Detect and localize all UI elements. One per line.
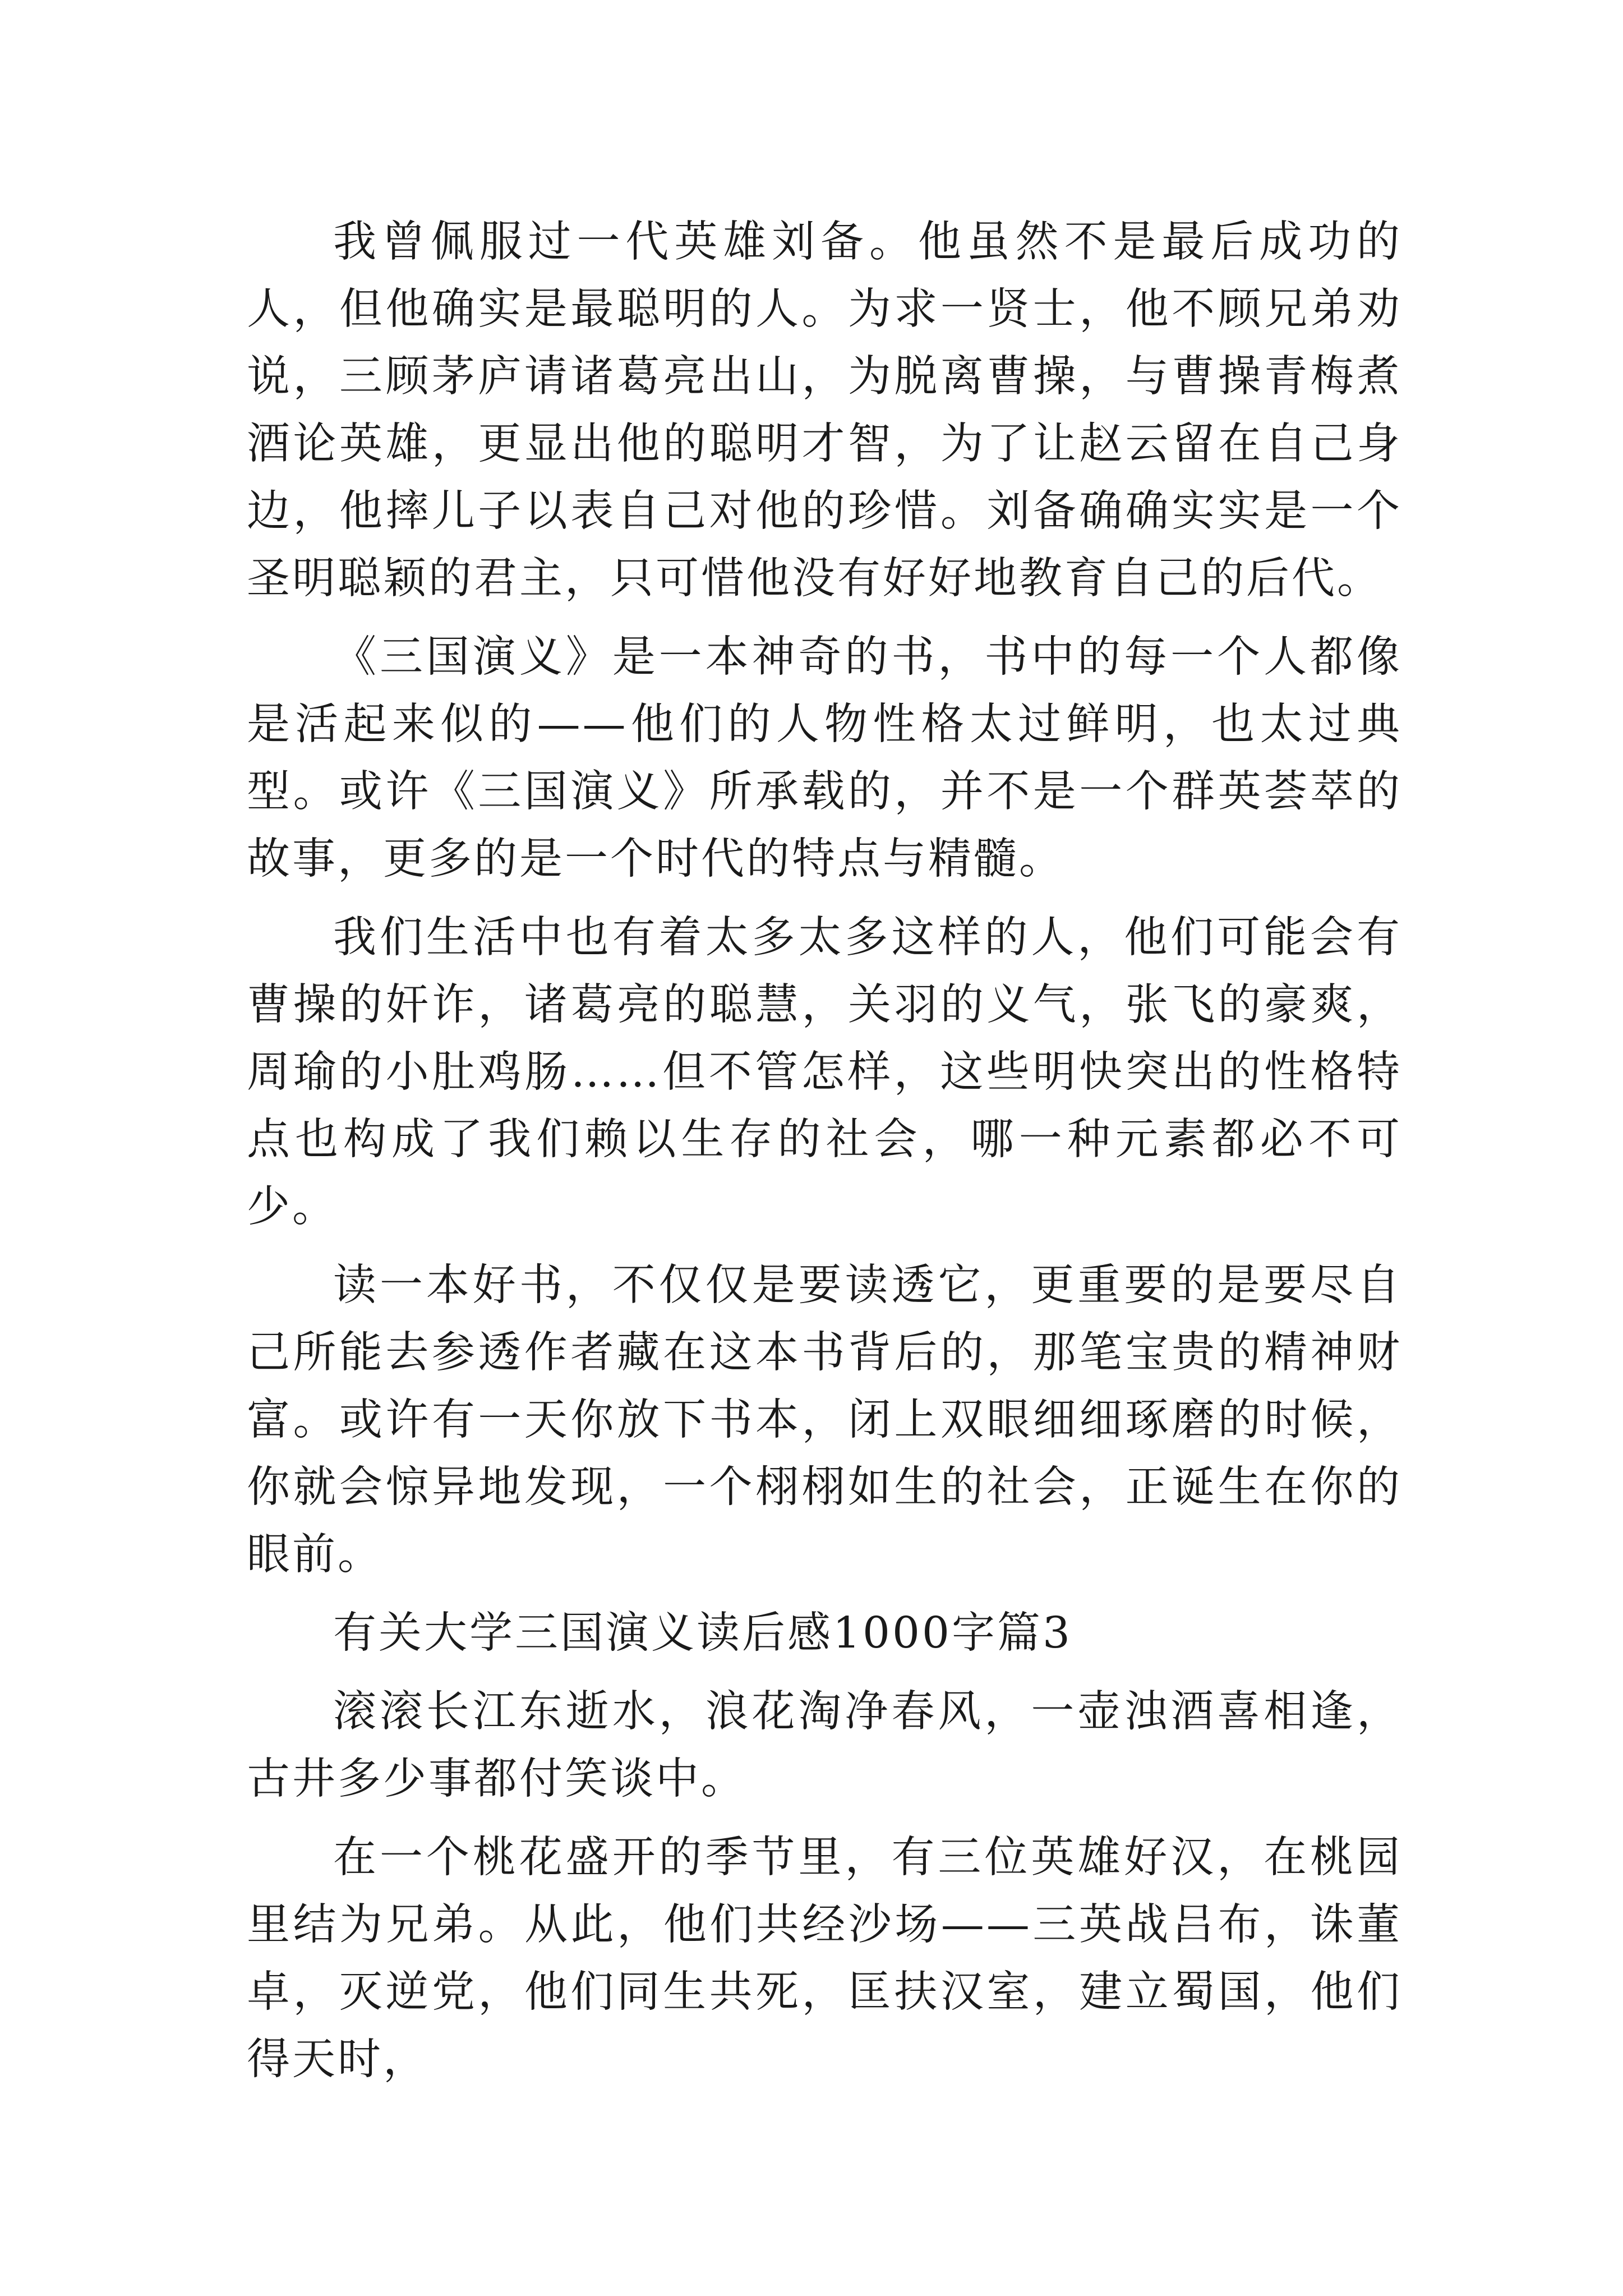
paragraph-peach-garden: 在一个桃花盛开的季节里，有三位英雄好汉，在桃园里结为兄弟。从此，他们共经沙场——三英战吕布，诛董卓，灭逆党，他们同生共死，匡扶汉室，建立蜀国，他们得天时， (247, 1833, 1402, 2085)
paragraph-characters: 我们生活中也有着太多太多这样的人，他们可能会有曹操的奸诈，诸葛亮的聪慧，关羽的义气，张飞的豪爽，周瑜的小肚鸡肠……但不管怎样，这些明快突出的性格特点也构成了我们赖以生存的社会，哪一种元素都必不可少。 (247, 913, 1402, 1232)
paragraph-poem: 滚滚长江东逝水，浪花淘净春风，一壶浊酒喜相逢，古井多少事都付笑谈中。 (247, 1687, 1402, 1804)
paragraph-liu-bei: 我曾佩服过一代英雄刘备。他虽然不是最后成功的人，但他确实是最聪明的人。为求一贤士，他不顾兄弟劝说，三顾茅庐请诸葛亮出山，为脱离曹操，与曹操青梅煮酒论英雄，更显出他的聪明才智，为了让赵云留在自己身边，他摔儿子以表自己对他的珍惜。刘备确确实实是一个圣明聪颖的君主，只可惜他没有好好地教育自己的后代。 (247, 217, 1402, 604)
paragraph-reading: 读一本好书，不仅仅是要读透它，更重要的是要尽自己所能去参透作者藏在这本书背后的，那笔宝贵的精神财富。或许有一天你放下书本，闭上双眼细细琢磨的时候，你就会惊异地发现，一个栩栩如生的社会，正诞生在你的眼前。 (247, 1260, 1402, 1580)
document-body (247, 209, 1402, 2105)
section-heading: 有关大学三国演义读后感1000字篇3 (333, 1608, 1072, 1658)
paragraph-book-intro: 《三国演义》是一本神奇的书，书中的每一个人都像是活起来似的——他们的人物性格太过鲜明，也太过典型。或许《三国演义》所承载的，并不是一个群英荟萃的故事，更多的是一个时代的特点与精髓。 (247, 632, 1402, 884)
